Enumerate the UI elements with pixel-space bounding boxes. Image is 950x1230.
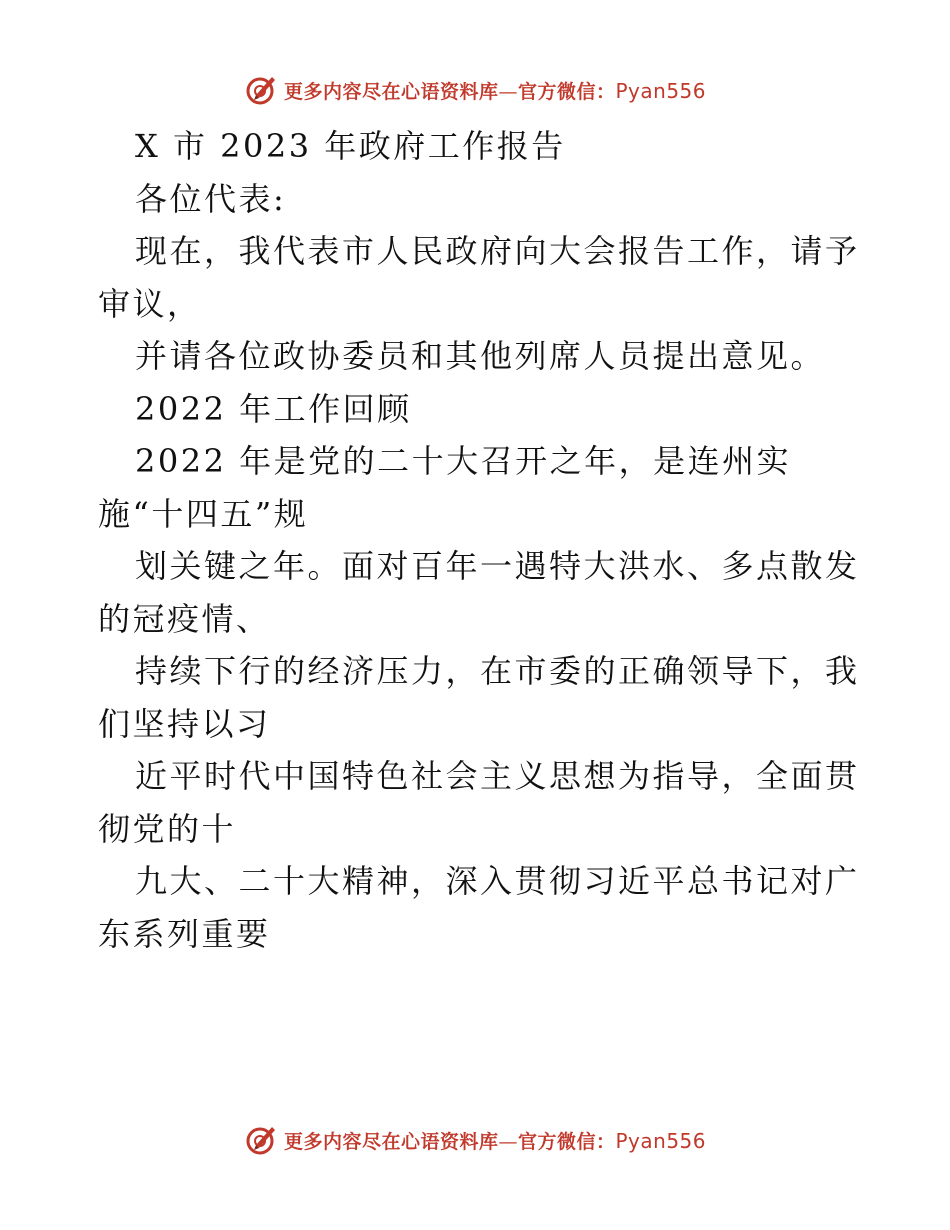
text-line: 持续下行的经济压力，在市委的正确领导下，我: [135, 652, 860, 690]
pen-logo-icon: [244, 73, 278, 107]
text-line: 的冠疫情、: [98, 599, 271, 638]
watermark-site: 更多内容尽在心语资料库: [283, 80, 499, 103]
pen-logo-icon: [244, 1123, 278, 1157]
watermark-label: 官方微信：: [517, 1130, 616, 1153]
text-line: 近平时代中国特色社会主义思想为指导，全面贯: [135, 757, 860, 795]
footer-watermark-banner: [0, 1120, 950, 1160]
watermark-dash: —: [498, 1130, 518, 1153]
text-line: 2022 年是党的二十大召开之年，是连州实: [135, 442, 792, 480]
header-watermark-banner: [0, 70, 950, 110]
text-line: 九大、二十大精神，深入贯彻习近平总书记对广: [135, 862, 860, 900]
text-line: 各位代表:: [135, 179, 287, 218]
text-line: 2022 年工作回顾: [135, 389, 412, 428]
text-line: 们坚持以习: [98, 704, 271, 743]
text-line: 彻党的十: [98, 809, 237, 848]
text-line: 划关键之年。面对百年一遇特大洪水、多点散发: [135, 547, 860, 585]
watermark-label: 官方微信：: [517, 80, 616, 103]
watermark-text: [284, 77, 706, 104]
watermark-id: Pyan556: [615, 78, 707, 103]
watermark-dash: —: [498, 80, 518, 103]
text-line: 施“十四五”规: [98, 494, 309, 533]
watermark-id: Pyan556: [615, 1128, 707, 1153]
text-line: X 市 2023 年政府工作报告: [135, 127, 566, 165]
text-line: 现在，我代表市人民政府向大会报告工作，请予: [135, 232, 860, 270]
text-line: 东系列重要: [98, 914, 271, 953]
text-line: 并请各位政协委员和其他列席人员提出意见。: [135, 337, 826, 375]
document-body: [98, 120, 858, 960]
watermark-text: [284, 1127, 706, 1154]
text-line: 审议，: [98, 284, 202, 323]
watermark-site: 更多内容尽在心语资料库: [283, 1130, 499, 1153]
